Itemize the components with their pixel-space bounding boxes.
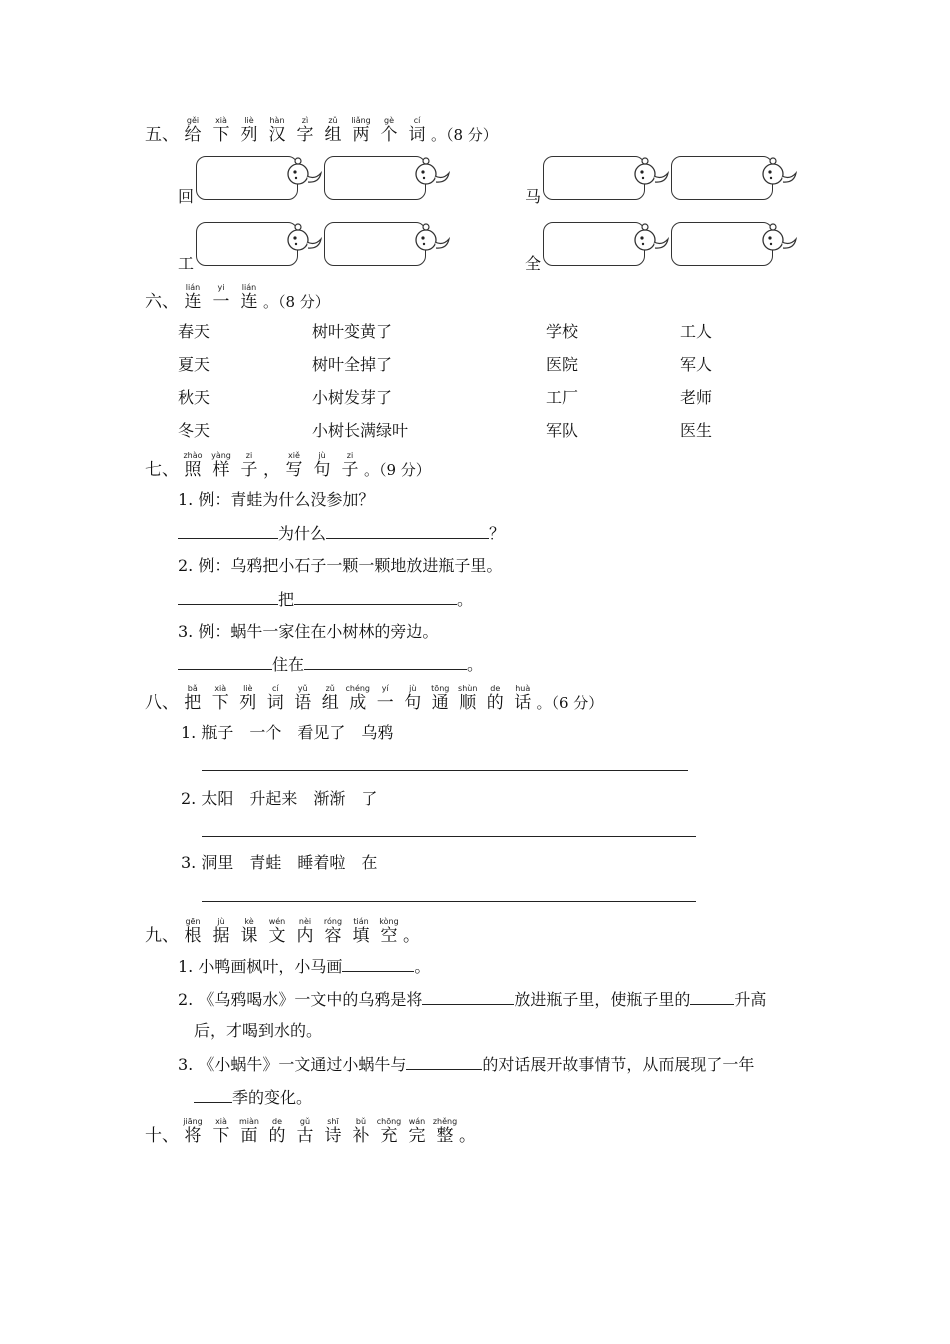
pinyin-char bbox=[347, 116, 375, 145]
pinyin: róng bbox=[323, 917, 343, 926]
pinyin-char bbox=[207, 451, 235, 480]
pinyin-title bbox=[179, 116, 431, 145]
hanzi: 完 bbox=[408, 1126, 426, 1146]
blank[interactable] bbox=[406, 1054, 482, 1070]
example-2: 2. 例：乌鸦把小石子一颗一颗地放进瓶子里。 bbox=[178, 556, 503, 575]
word-box[interactable] bbox=[543, 156, 645, 200]
pinyin: tián bbox=[353, 917, 369, 926]
pinyin-title bbox=[179, 283, 263, 312]
hanzi: 将 bbox=[184, 1126, 202, 1146]
hanzi: 据 bbox=[212, 926, 230, 946]
pinyin-title bbox=[179, 917, 403, 946]
pinyin-char bbox=[235, 917, 263, 946]
question-text: 升高 bbox=[734, 990, 767, 1009]
question-text: 季的变化。 bbox=[232, 1088, 313, 1107]
hanzi: 句 bbox=[313, 460, 331, 480]
hanzi: 照 bbox=[184, 460, 202, 480]
blank[interactable] bbox=[342, 956, 414, 972]
match-item[interactable]: 军队 bbox=[546, 421, 579, 440]
pinyin: yàng bbox=[211, 451, 231, 460]
word-group-2: 2. 太阳 升起来 渐渐 了 bbox=[181, 789, 378, 808]
section-tail: 。 bbox=[459, 1126, 476, 1146]
pinyin-char bbox=[235, 451, 263, 480]
question-text: 。 bbox=[414, 957, 431, 976]
blank[interactable] bbox=[194, 1087, 232, 1103]
match-item[interactable]: 医院 bbox=[546, 355, 579, 374]
hanzi: 把 bbox=[184, 693, 202, 713]
pinyin: de bbox=[272, 1117, 282, 1126]
hanzi: 子 bbox=[341, 460, 359, 480]
match-item[interactable]: 军人 bbox=[680, 355, 713, 374]
bird-icon bbox=[284, 223, 324, 255]
pinyin-char bbox=[317, 684, 345, 713]
hanzi: 组 bbox=[321, 693, 339, 713]
pinyin-char bbox=[375, 1117, 403, 1146]
hanzi: 下 bbox=[211, 693, 229, 713]
pinyin-char bbox=[179, 917, 207, 946]
section-6-heading bbox=[145, 283, 330, 312]
question-2-cont: 后，才喝到水的。 bbox=[194, 1021, 323, 1040]
pinyin: cí bbox=[271, 684, 279, 693]
pinyin-char bbox=[336, 451, 364, 480]
section-9-heading bbox=[145, 917, 420, 946]
pinyin-title bbox=[179, 684, 537, 713]
hanzi: 个 bbox=[380, 125, 398, 145]
word-box[interactable] bbox=[324, 156, 426, 200]
hanzi: 的 bbox=[486, 693, 504, 713]
hanzi: 诗 bbox=[324, 1126, 342, 1146]
hanzi: 句 bbox=[404, 693, 422, 713]
section-score: 。（9 分） bbox=[364, 461, 431, 479]
pinyin: zǔ bbox=[325, 684, 335, 693]
hanzi: 汉 bbox=[268, 125, 286, 145]
blank[interactable] bbox=[422, 989, 514, 1005]
pinyin: kòng bbox=[379, 917, 399, 926]
question-text: 放进瓶子里，使瓶子里的 bbox=[514, 990, 691, 1009]
pinyin-char bbox=[347, 1117, 375, 1146]
hanzi: 列 bbox=[239, 693, 257, 713]
pinyin-char bbox=[427, 684, 455, 713]
pinyin-char bbox=[179, 1117, 207, 1146]
hanzi: 面 bbox=[240, 1126, 258, 1146]
hanzi: 一 bbox=[212, 292, 230, 312]
bird-icon bbox=[412, 223, 452, 255]
pinyin-char bbox=[207, 917, 235, 946]
answer-line[interactable] bbox=[202, 770, 688, 771]
question-text: 2. 《乌鸦喝水》一文中的乌鸦是将 bbox=[178, 990, 423, 1009]
section-number: 十、 bbox=[145, 1126, 179, 1146]
fill-line-2 bbox=[178, 589, 473, 610]
hanzi: 样 bbox=[212, 460, 230, 480]
pinyin-char bbox=[207, 283, 235, 312]
hanzi: 通 bbox=[431, 693, 449, 713]
word-box[interactable] bbox=[324, 222, 426, 266]
hanzi: 连 bbox=[184, 292, 202, 312]
hanzi: 容 bbox=[324, 926, 342, 946]
section-number: 五、 bbox=[145, 125, 179, 145]
match-item[interactable]: 医生 bbox=[680, 421, 713, 440]
pinyin: zǔ bbox=[328, 116, 338, 125]
match-item[interactable]: 秋天 bbox=[178, 388, 211, 407]
match-item[interactable]: 老师 bbox=[680, 388, 713, 407]
pinyin-title bbox=[179, 1117, 459, 1146]
bird-icon bbox=[631, 223, 671, 255]
word-group-1: 1. 瓶子 一个 看见了 乌鸦 bbox=[181, 723, 394, 742]
match-item[interactable]: 学校 bbox=[546, 322, 579, 341]
section-number: 八、 bbox=[145, 693, 179, 713]
pinyin-char bbox=[235, 283, 263, 312]
pinyin-char bbox=[291, 1117, 319, 1146]
pinyin: zhào bbox=[183, 451, 203, 460]
pinyin-char bbox=[291, 917, 319, 946]
pinyin-char bbox=[235, 116, 263, 145]
pinyin: shùn bbox=[458, 684, 478, 693]
section-7-heading bbox=[145, 451, 431, 480]
pinyin: huà bbox=[515, 684, 531, 693]
match-item[interactable]: 小树发芽了 bbox=[312, 388, 393, 407]
pinyin-char bbox=[347, 917, 375, 946]
pinyin: zhěng bbox=[432, 1117, 458, 1126]
pinyin: liè bbox=[244, 116, 254, 125]
pinyin-char bbox=[263, 1117, 291, 1146]
pinyin-char bbox=[179, 283, 207, 312]
blank[interactable] bbox=[690, 989, 734, 1005]
pinyin: bǎ bbox=[187, 684, 198, 693]
hanzi: 下 bbox=[212, 125, 230, 145]
pinyin-char bbox=[319, 917, 347, 946]
pinyin: zi bbox=[346, 451, 354, 460]
pinyin: wán bbox=[408, 1117, 426, 1126]
char-label-ma: 马 bbox=[525, 187, 542, 206]
hanzi: 古 bbox=[296, 1126, 314, 1146]
question-3-cont bbox=[194, 1087, 312, 1108]
hanzi: 填 bbox=[352, 926, 370, 946]
pinyin-title-2 bbox=[280, 451, 364, 480]
pinyin: jù bbox=[318, 451, 326, 460]
pinyin: shī bbox=[327, 1117, 339, 1126]
hanzi: 两 bbox=[352, 125, 370, 145]
pinyin-char bbox=[375, 116, 403, 145]
pinyin-char bbox=[308, 451, 336, 480]
pinyin: jiāng bbox=[183, 1117, 203, 1126]
section-score: 。（6 分） bbox=[536, 694, 604, 712]
hanzi: 一 bbox=[376, 693, 394, 713]
pinyin: xià bbox=[215, 116, 227, 125]
hanzi: 课 bbox=[240, 926, 258, 946]
match-item[interactable]: 树叶全掉了 bbox=[312, 355, 393, 374]
match-item[interactable]: 冬天 bbox=[178, 421, 211, 440]
bird-icon bbox=[759, 157, 799, 189]
hanzi: 充 bbox=[380, 1126, 398, 1146]
hanzi: 词 bbox=[266, 693, 284, 713]
pinyin-char bbox=[263, 917, 291, 946]
pinyin-char bbox=[179, 116, 207, 145]
bird-icon bbox=[284, 157, 324, 189]
question-text: 1. 小鸭画枫叶，小马画 bbox=[178, 957, 343, 976]
hanzi: 的 bbox=[268, 1126, 286, 1146]
hanzi: 文 bbox=[268, 926, 286, 946]
pinyin-char bbox=[262, 684, 290, 713]
hanzi: 连 bbox=[240, 292, 258, 312]
pinyin-char bbox=[482, 684, 510, 713]
pinyin: chōng bbox=[376, 1117, 402, 1126]
hanzi: 字 bbox=[296, 125, 314, 145]
hanzi: 顺 bbox=[459, 693, 477, 713]
pinyin: zi bbox=[245, 451, 253, 460]
pinyin: miàn bbox=[239, 1117, 259, 1126]
hanzi: 根 bbox=[184, 926, 202, 946]
blank[interactable] bbox=[178, 523, 278, 539]
pinyin: yí bbox=[381, 684, 389, 693]
section-5-heading bbox=[145, 116, 498, 145]
fill-text: 为什么 bbox=[278, 524, 327, 543]
char-label-gong: 工 bbox=[178, 254, 195, 273]
pinyin-char bbox=[234, 684, 262, 713]
pinyin: jù bbox=[217, 917, 225, 926]
word-group-3: 3. 洞里 青蛙 睡着啦 在 bbox=[181, 853, 378, 872]
section-score: 。（8 分） bbox=[431, 126, 498, 144]
hanzi: 词 bbox=[408, 125, 426, 145]
pinyin-char bbox=[179, 684, 207, 713]
pinyin-char bbox=[403, 116, 431, 145]
bird-icon bbox=[759, 223, 799, 255]
pinyin-char bbox=[207, 1117, 235, 1146]
pinyin: xiě bbox=[288, 451, 300, 460]
pinyin-char bbox=[291, 116, 319, 145]
pinyin-char bbox=[179, 451, 207, 480]
char-label-hui: 回 bbox=[178, 187, 195, 206]
question-3 bbox=[178, 1054, 754, 1075]
hanzi: 给 bbox=[184, 125, 202, 145]
hanzi: 内 bbox=[296, 926, 314, 946]
pinyin-char bbox=[344, 684, 372, 713]
pinyin: jù bbox=[409, 684, 417, 693]
match-item[interactable]: 春天 bbox=[178, 322, 211, 341]
pinyin: xià bbox=[215, 1117, 227, 1126]
pinyin: nèi bbox=[298, 917, 312, 926]
example-1: 1. 例：青蛙为什么没参加？ bbox=[178, 490, 375, 509]
match-item[interactable]: 工厂 bbox=[546, 388, 579, 407]
pinyin-char bbox=[207, 684, 235, 713]
hanzi: 整 bbox=[436, 1126, 454, 1146]
pinyin-char bbox=[509, 684, 537, 713]
pinyin: de bbox=[490, 684, 501, 693]
blank[interactable] bbox=[178, 589, 278, 605]
hanzi: 成 bbox=[349, 693, 367, 713]
blank[interactable] bbox=[304, 654, 467, 670]
pinyin: yi bbox=[217, 283, 225, 292]
fill-text: 把 bbox=[278, 590, 295, 609]
pinyin: zì bbox=[301, 116, 309, 125]
section-8-heading bbox=[145, 684, 603, 713]
pinyin: tōng bbox=[431, 684, 450, 693]
match-item[interactable]: 树叶变黄了 bbox=[312, 322, 393, 341]
pinyin: cí bbox=[413, 116, 421, 125]
section-number: 九、 bbox=[145, 926, 179, 946]
pinyin: lián bbox=[185, 283, 201, 292]
char-label-quan: 全 bbox=[525, 254, 542, 273]
pinyin-title bbox=[179, 451, 263, 480]
word-box[interactable] bbox=[671, 222, 773, 266]
hanzi: 语 bbox=[294, 693, 312, 713]
hanzi: 空 bbox=[380, 926, 398, 946]
pinyin: xià bbox=[214, 684, 227, 693]
question-text: 3. 《小蜗牛》一文通过小蜗牛与 bbox=[178, 1055, 407, 1074]
fill-text: 。 bbox=[457, 590, 474, 609]
blank[interactable] bbox=[326, 523, 489, 539]
pinyin-char bbox=[375, 917, 403, 946]
match-item[interactable]: 工人 bbox=[680, 322, 713, 341]
match-item[interactable]: 小树长满绿叶 bbox=[312, 421, 409, 440]
pinyin: hàn bbox=[269, 116, 285, 125]
bird-icon bbox=[631, 157, 671, 189]
pinyin-char bbox=[454, 684, 482, 713]
pinyin: gěi bbox=[186, 116, 200, 125]
question-1 bbox=[178, 956, 430, 977]
pinyin: kè bbox=[244, 917, 254, 926]
pinyin: chéng bbox=[345, 684, 371, 693]
pinyin-char bbox=[235, 1117, 263, 1146]
pinyin-char bbox=[431, 1117, 459, 1146]
bird-icon bbox=[412, 157, 452, 189]
hanzi: 子 bbox=[240, 460, 258, 480]
hanzi: 组 bbox=[324, 125, 342, 145]
word-box[interactable] bbox=[196, 156, 298, 200]
hanzi: 话 bbox=[514, 693, 532, 713]
pinyin: gè bbox=[384, 116, 394, 125]
match-item[interactable]: 夏天 bbox=[178, 355, 211, 374]
pinyin: wén bbox=[268, 917, 286, 926]
pinyin: gǔ bbox=[299, 1117, 311, 1126]
fill-line-3 bbox=[178, 654, 483, 675]
pinyin-char bbox=[319, 116, 347, 145]
pinyin: liè bbox=[243, 684, 253, 693]
word-box[interactable] bbox=[671, 156, 773, 200]
pinyin: bǔ bbox=[355, 1117, 367, 1126]
comma: ， bbox=[263, 460, 280, 480]
pinyin-char bbox=[403, 1117, 431, 1146]
fill-text: ？ bbox=[489, 524, 506, 543]
pinyin-char bbox=[372, 684, 400, 713]
answer-line[interactable] bbox=[202, 836, 696, 837]
pinyin-char bbox=[399, 684, 427, 713]
question-2 bbox=[178, 989, 766, 1010]
section-tail: 。 bbox=[403, 926, 420, 946]
pinyin-char bbox=[319, 1117, 347, 1146]
hanzi: 写 bbox=[285, 460, 303, 480]
pinyin-char bbox=[289, 684, 317, 713]
fill-text: 。 bbox=[467, 655, 484, 674]
pinyin-char bbox=[263, 116, 291, 145]
answer-line[interactable] bbox=[202, 901, 696, 902]
fill-text: 住在 bbox=[272, 655, 305, 674]
example-3: 3. 例：蜗牛一家住在小树林的旁边。 bbox=[178, 622, 439, 641]
section-score: 。（8 分） bbox=[263, 293, 330, 311]
hanzi: 下 bbox=[212, 1126, 230, 1146]
section-10-heading bbox=[145, 1117, 476, 1146]
word-box[interactable] bbox=[196, 222, 298, 266]
pinyin-char bbox=[207, 116, 235, 145]
pinyin: liǎng bbox=[351, 116, 371, 125]
blank[interactable] bbox=[294, 589, 457, 605]
pinyin: gēn bbox=[185, 917, 201, 926]
question-text: 的对话展开故事情节，从而展现了一年 bbox=[482, 1055, 755, 1074]
blank[interactable] bbox=[178, 654, 272, 670]
hanzi: 列 bbox=[240, 125, 258, 145]
pinyin: yǔ bbox=[297, 684, 308, 693]
section-number: 七、 bbox=[145, 460, 179, 480]
hanzi: 补 bbox=[352, 1126, 370, 1146]
section-number: 六、 bbox=[145, 292, 179, 312]
fill-line-1 bbox=[178, 523, 505, 544]
pinyin-char bbox=[280, 451, 308, 480]
pinyin: lián bbox=[241, 283, 257, 292]
word-box[interactable] bbox=[543, 222, 645, 266]
